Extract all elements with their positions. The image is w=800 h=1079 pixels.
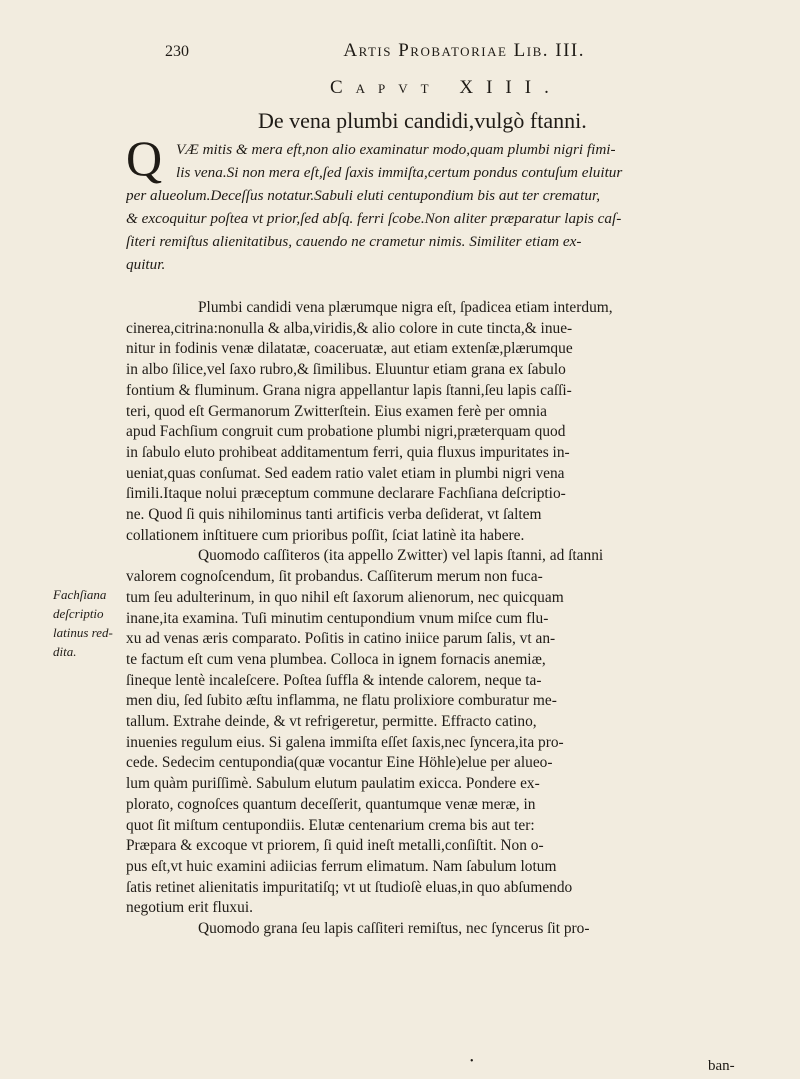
- body-line: inuenies regulum eius. Si galena immiſta eſſet ſaxis,nec ſyncera,ita pro-: [126, 733, 564, 751]
- body-line: ne. Quod ſi quis nihilominus tanti artificis verba deſiderat, vt ſaltem: [126, 506, 542, 524]
- body-line: ſineque lentè incaleſcere. Poſtea ſuffla & intende calorem, neque ta-: [126, 671, 542, 689]
- page-number: 230: [165, 43, 189, 60]
- body-line: te factum eſt cum vena plumbea. Colloca in ignem fornacis anemiæ,: [126, 650, 546, 668]
- chapter-label: Capvt XIII.: [330, 77, 562, 98]
- body-line: plorato, cognoſces quantum deceſſerit, quantumque venæ meræ, in: [126, 795, 536, 813]
- italic-line: quitur.: [126, 256, 166, 273]
- body-line: tum ſeu adulterinum, in quo nihil eſt ſaxorum alienorum, nec quicquam: [126, 588, 564, 606]
- body-line: fontium & fluminum. Grana nigra appellantur lapis ſtanni,ſeu lapis caſſi-: [126, 381, 572, 399]
- body-line: nitur in fodinis venæ dilatatæ, coaceruatæ, aut etiam extenſæ,plærumque: [126, 340, 573, 358]
- catchword: ban-: [708, 1058, 735, 1074]
- body-line: ſatis retinet alienitatis impuritatiſq; vt ut ſtudioſè eluas,in quo abſumendo: [126, 878, 573, 896]
- italic-line: VÆ mitis & mera eft,non alio examinatur modo,quam plumbi nigri fimi-: [176, 141, 616, 158]
- running-title: Artis Probatoriae Lib. III.: [343, 40, 585, 61]
- body-line: Quomodo caſſiteros (ita appello Zwitter) vel lapis ſtanni, ad ſtanni: [198, 547, 604, 565]
- italic-line: & excoquitur poſtea vt prior,ſed abſq. ferri ſcobe.Non aliter præparatur lapis caſ-: [126, 210, 622, 227]
- body-text: [126, 298, 771, 940]
- body-line: men diu, ſed ſubito æſtu inflamma, ne flatu prolixiore comburatur me-: [126, 692, 557, 710]
- body-line: in albo ſilice,vel ſaxo rubro,& ſimilibus. Eluuntur etiam grana ex ſabulo: [126, 361, 566, 379]
- body-line: negotium erit fluxui.: [126, 899, 253, 917]
- signature-mark: •: [470, 1056, 474, 1067]
- body-line: Plumbi candidi vena plærumque nigra eſt, ſpadicea etiam interdum,: [198, 299, 613, 316]
- drop-initial: Q: [126, 130, 163, 186]
- marginal-note-line: dita.: [53, 644, 77, 659]
- body-line: collationem inſtituere cum prioribus poſſit, ſciat latinè ita habere.: [126, 526, 525, 544]
- body-line: in ſabulo eluto prohibeat additamentum ferri, quia fluxus impuritates in-: [126, 443, 570, 461]
- body-line: xu ad venas æris comparato. Poſitis in catino iniice parum ſalis, vt an-: [126, 630, 556, 648]
- italic-line: lis vena.Si non mera eſt,ſed ſaxis immiſta,certum pondus contuſum eluitur: [176, 164, 623, 181]
- body-line: valorem cognoſcendum, ſit probandus. Caſſiterum merum non fuca-: [126, 568, 543, 586]
- body-line: Quomodo grana ſeu lapis caſſiteri remiſtus, nec ſyncerus ſit pro-: [198, 920, 590, 938]
- running-head: [165, 40, 585, 62]
- marginal-note-line: latinus red-: [53, 625, 113, 640]
- body-line: cinerea,citrina:nonulla & alba,viridis,& alio colore in cute tincta,& inue-: [126, 319, 573, 337]
- marginal-note: [53, 585, 125, 661]
- body-line: cede. Sedecim centupondia(quæ vocantur Eine Höhle)elue per alueo-: [126, 754, 553, 772]
- body-line: Præpara & excoque vt priorem, ſi quid ineſt metalli,conſiſtit. Non o-: [126, 837, 544, 855]
- body-line: teri, quod eſt Germanorum Zwitterſtein. Eius examen ferè per omnia: [126, 402, 547, 420]
- marginal-note-line: Fachſiana: [53, 587, 107, 602]
- marginal-note-line: deſcriptio: [53, 606, 104, 621]
- italic-line: per alueolum.Deceſſus notatur.Sabuli eluti centupondium bis aut ter crematur,: [126, 187, 600, 204]
- italic-summary: [126, 138, 766, 276]
- body-line: inane,ita examina. Tuſi minutim centupondium vnum miſce cum flu-: [126, 609, 549, 627]
- body-line: pus eſt,vt huic examini adiicias ferrum elimatum. Nam ſabulum lotum: [126, 857, 557, 875]
- body-line: ueniat,quas conſumat. Sed eadem ratio valet etiam in plumbi nigri vena: [126, 464, 565, 482]
- chapter-heading: De vena plumbi candidi,vulgò ftanni.: [258, 108, 587, 133]
- body-line: quot ſit miſtum centupondiis. Elutæ centenarium crema bis aut ter:: [126, 816, 535, 834]
- italic-line: ſiteri remiſtus alienitatibus, cauendo ne crametur nimis. Similiter etiam ex-: [126, 233, 582, 250]
- body-line: lum quàm puriſſimè. Sabulum elutum paulatim exicca. Pondere ex-: [126, 775, 540, 793]
- body-line: ſimili.Itaque nolui præceptum commune declarare Fachſiana deſcriptio-: [126, 485, 566, 503]
- body-line: tallum. Extrahe deinde, & vt refrigeretur, permitte. Effracto catino,: [126, 713, 537, 731]
- body-line: apud Fachſium congruit cum probatione plumbi nigri,præterquam quod: [126, 423, 566, 441]
